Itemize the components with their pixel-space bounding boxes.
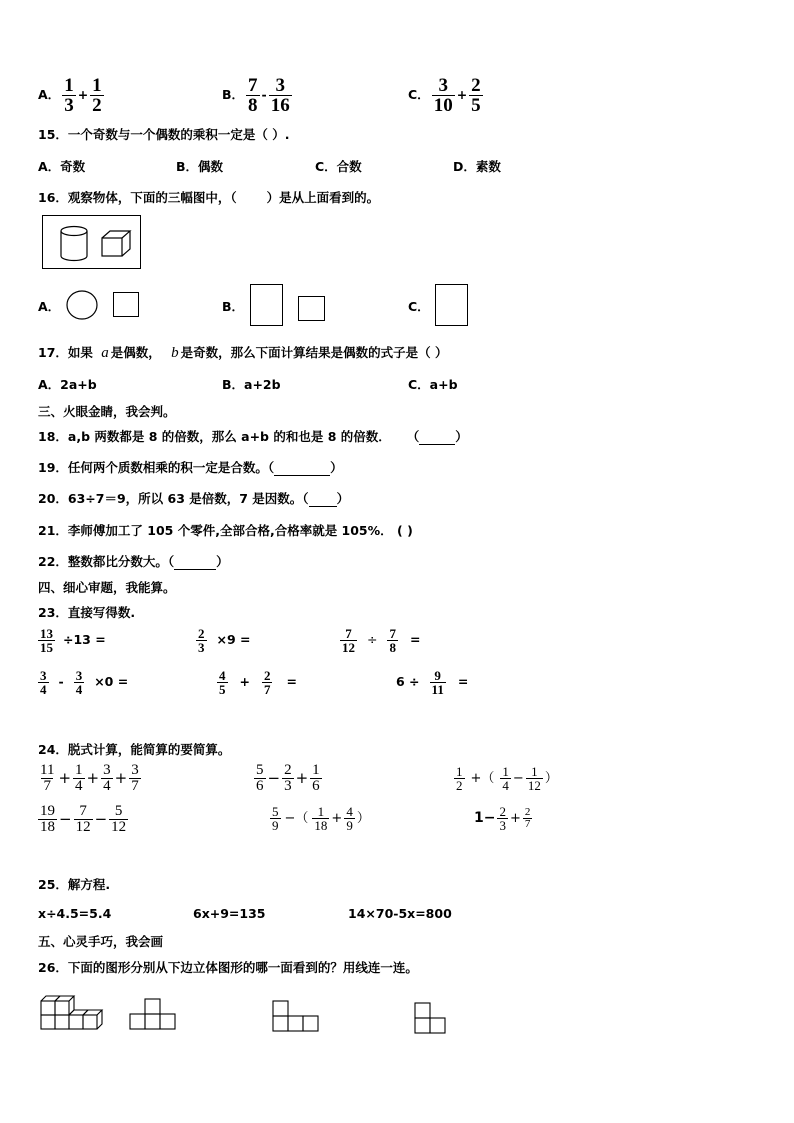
square-view-a [113,292,139,317]
stacked-cubes-figure [40,993,102,1033]
q16-option-b[interactable]: B． [222,299,245,314]
q21-text: 21．李师傅加工了 105 个零件,全部合格,合格率就是 105%． ( ) [38,523,413,538]
q20-answer-blank[interactable] [309,494,337,507]
q18-text: 18．a,b 两数都是 8 的倍数，那么 a+b 的和也是 8 的倍数． （ ） [38,429,468,444]
q16-text: 16．观察物体，下面的三幅图中，（ ）是从上面看到的。 [38,190,380,205]
q23-item-1: $\frac{13}{15}$ ÷13 = [40,626,106,655]
q14-option-c[interactable]: C． $\frac{3}{10}$ + $\frac{2}{5}$ [408,75,481,116]
q22-text: 22．整数都比分数大。（ ） [38,554,229,569]
q24-expression-5: $\frac{5}{9}$ −（ $\frac{1}{18}$ + $\frac{4}{9}$ ） [272,804,370,833]
q18-answer-blank[interactable] [419,432,455,445]
q16-option-c[interactable]: C． [408,299,430,314]
q25-equation-3: 14×70-5x=800 [348,906,452,921]
q24-expression-1: $\frac{11}{7}$ + $\frac{1}{4}$ + $\frac{3}{4}$ + $\frac{3}{7}$ [40,762,139,794]
q15-option-a[interactable]: A．奇数 [38,159,86,174]
q25-text: 25．解方程. [38,877,111,892]
q16-option-a[interactable]: A． [38,299,61,314]
section-3-heading: 三、火眼金睛，我会判。 [38,404,176,419]
q24-expression-2: $\frac{5}{6}$ − $\frac{2}{3}$ + $\frac{1}{6}$ [256,762,320,794]
q17-text: 17．如果 a 是偶数， b 是奇数，那么下面计算结果是偶数的式子是（ ） [38,345,448,361]
q19-text: 19．任何两个质数相乘的积一定是合数。（ ） [38,460,343,475]
rectangle-view-b [250,284,283,326]
section-5-heading: 五、心灵手巧，我会画 [38,934,164,949]
q23-item-4: $\frac{3}{4}$ - $\frac{3}{4}$ ×0 = [40,668,129,697]
q22-answer-blank[interactable] [174,557,216,570]
q15-option-c[interactable]: C．合数 [315,159,362,174]
q23-item-3: $\frac{7}{12}$ ÷ $\frac{7}{8}$ = [342,626,421,655]
section-4-heading: 四、细心审题，我能算。 [38,580,176,595]
q24-expression-6: 1− $\frac{2}{3}$ + $\frac{2}{7}$ [474,804,531,833]
q24-expression-3: $\frac{1}{2}$ +（ $\frac{1}{4}$ − $\frac{1}{12}$ ） [456,764,558,793]
q17-option-a[interactable]: A．2a+b [38,377,97,392]
cylinder-figure [60,226,90,262]
q23-item-5: $\frac{4}{5}$ + $\frac{2}{7}$ = [219,668,297,697]
view-shape-3 [415,1002,447,1036]
circle-view [66,290,100,322]
view-shape-1 [130,998,176,1032]
q26-text: 26．下面的图形分别从下边立体图形的哪一面看到的？用线连一连。 [38,960,418,975]
q15-option-d[interactable]: D．素数 [453,159,501,174]
q14-option-b[interactable]: B． $\frac{7}{8}$ - $\frac{3}{16}$ [222,75,290,116]
q14-option-a[interactable]: A． $\frac{1}{3}$ + $\frac{1}{2}$ [38,75,102,116]
q19-answer-blank[interactable] [274,463,330,476]
square-view-b [298,296,325,321]
q24-expression-4: $\frac{19}{18}$ − $\frac{7}{12}$ − $\frac{5}{12}$ [40,803,127,835]
q23-item-2: $\frac{2}{3}$ ×9 = [198,626,251,655]
cube-figure [101,230,133,258]
q15-text: 15．一个奇数与一个偶数的乘积一定是（ ）. [38,127,290,142]
q23-text: 23．直接写得数. [38,605,136,620]
q24-text: 24．脱式计算，能简算的要简算。 [38,742,231,757]
view-shape-2 [273,1000,319,1034]
q25-equation-2: 6x+9=135 [193,906,266,921]
q25-equation-1: x÷4.5=5.4 [38,906,112,921]
rectangle-view-c [435,284,468,326]
q17-option-c[interactable]: C．a+b [408,377,458,392]
q20-text: 20．63÷7＝9，所以 63 是倍数，7 是因数。（ ） [38,491,350,506]
q15-option-b[interactable]: B．偶数 [176,159,224,174]
q17-option-b[interactable]: B．a+2b [222,377,281,392]
q23-item-6: 6 ÷ $\frac{9}{11}$ = [396,668,469,697]
